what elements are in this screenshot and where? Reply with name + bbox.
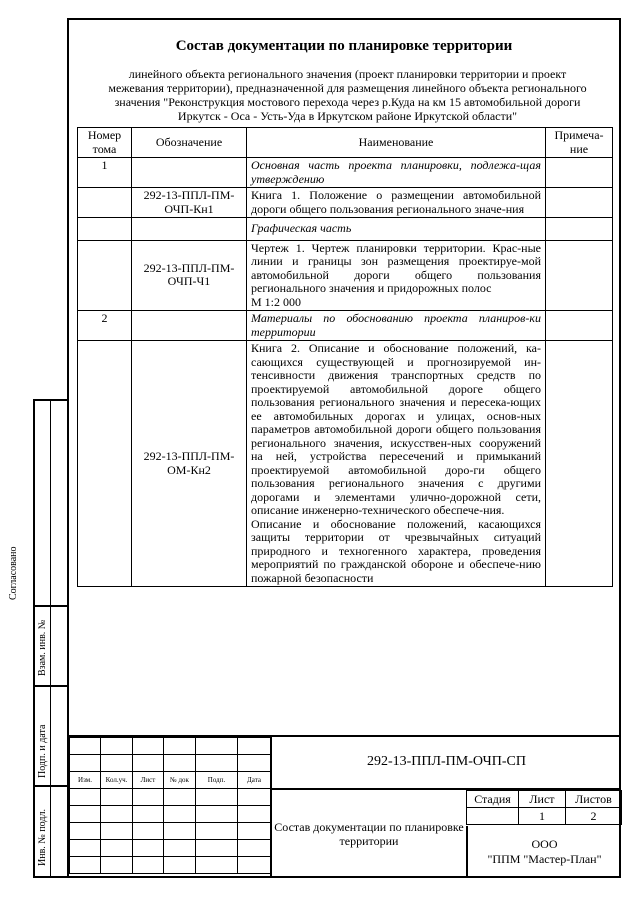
cell-volume <box>78 341 132 587</box>
cell-note <box>546 188 613 218</box>
cell-volume: 2 <box>78 311 132 341</box>
cell-designation <box>132 158 247 188</box>
stage-label: Стадия <box>467 791 519 808</box>
cell-name: Материалы по обоснованию проекта планиров-ки территории <box>247 311 546 341</box>
col-sheet: Лист <box>133 772 164 789</box>
cell-name <box>247 240 546 311</box>
table-header-row <box>78 128 613 158</box>
organization-block <box>466 826 621 878</box>
cell-note <box>546 240 613 311</box>
side-label-replace: Взам. инв. № <box>37 619 48 676</box>
cell-designation: 292-13-ППЛ-ПМ-ОЧП-Ч1 <box>132 240 247 311</box>
cell-name <box>247 341 546 587</box>
cell-name: Книга 1. Положение о размещении автомобильной дороги общего пользования регионального значе-ния <box>247 188 546 218</box>
cell-note <box>546 311 613 341</box>
revision-header-row <box>70 772 271 789</box>
cell-volume <box>78 188 132 218</box>
cell-note <box>546 218 613 241</box>
col-sign: Подп. <box>196 772 238 789</box>
header-volume: Номер тома <box>78 128 132 158</box>
cell-note <box>546 158 613 188</box>
table-row <box>78 158 613 188</box>
header-note: Примеча-ние <box>546 128 613 158</box>
col-doc: № док <box>164 772 196 789</box>
side-label-inventory: Инв. № подл. <box>37 809 48 866</box>
col-change: Изм. <box>70 772 101 789</box>
documentation-table <box>77 127 613 587</box>
org-line-1: ООО <box>531 837 558 851</box>
header-designation: Обозначение <box>132 128 247 158</box>
sheets-value: 2 <box>566 808 622 825</box>
cell-designation <box>132 311 247 341</box>
table-row <box>78 240 613 311</box>
cell-volume <box>78 218 132 241</box>
cell-name-text-2: Описание и обоснование положений, касающихся защиты территории от чрезвычайных ситуаций природного и техногенного характера, проведения мероприятий по гражданской обороне и обеспече-нию пожарной безопасности <box>251 516 541 585</box>
cell-note <box>546 341 613 587</box>
header-name: Наименование <box>247 128 546 158</box>
side-label-signdate: Подп. и дата <box>37 724 48 778</box>
sheet-description: Состав документации по планировке территории <box>270 790 466 878</box>
col-date: Дата <box>238 772 271 789</box>
cell-name: Основная часть проекта планировки, подлежа-щая утверждению <box>247 158 546 188</box>
cell-designation <box>132 218 247 241</box>
table-row <box>78 311 613 341</box>
table-row <box>78 218 613 241</box>
sheet-label: Лист <box>519 791 566 808</box>
cell-name-scale: М 1:2 000 <box>251 294 302 309</box>
cell-name-text: Чертеж 1. Чертеж планировки территории. Крас-ные линии и границы зон размещения проектируе-мой автомобильной дороги общего пользования регионального значения и придорожных полос <box>251 240 541 295</box>
org-line-2: "ППМ "Мастер-План" <box>487 852 602 866</box>
side-strip-agreed <box>33 399 69 607</box>
cell-volume: 1 <box>78 158 132 188</box>
table-row <box>78 188 613 218</box>
sheets-label: Листов <box>566 791 622 808</box>
sheet-value: 1 <box>519 808 566 825</box>
cell-name-text: Книга 2. Описание и обоснование положений, ка-сающихся существующей и прогнозируемой ин-тенсивности движения транспортных средств по проектируемой автомобильной дороге общего пользования регионального значения и пересека-ющих ее автомобильных дорогах и улицах, основ-ных параметров автомобильной дороги общего пользования регионального значения, искусствен-ных сооружений на ней, устройства пересечений и примыканий проектируемой автомобильной доро-ги общего пользования регионального значения с другими дорогами и элементами улично-дорожной сети, описание инженерно-технического обеспече-ния. <box>251 341 541 517</box>
stage-value <box>467 808 519 825</box>
col-count: Кол.уч. <box>101 772 133 789</box>
side-label-agreed: Согласовано <box>8 546 19 600</box>
cell-name: Графическая часть <box>247 218 546 241</box>
table-row <box>78 341 613 587</box>
document-title: Состав документации по планировке территории <box>175 38 513 54</box>
sheet-info-table <box>466 790 622 825</box>
cell-volume <box>78 240 132 311</box>
revision-table <box>69 737 271 874</box>
cell-designation: 292-13-ППЛ-ПМ-ОЧП-Кн1 <box>132 188 247 218</box>
cell-designation: 292-13-ППЛ-ПМ-ОМ-Кн2 <box>132 341 247 587</box>
document-code: 292-13-ППЛ-ПМ-ОЧП-СП <box>270 735 621 790</box>
document-subtitle: линейного объекта регионального значения (проект планировки территории и проект межевания территории), предназначенной для размещения линейного объекта регионального значения "Реконструкция мостового перехода через р.Куда на км 15 автомобильной дороги Иркутск - Оса - Усть-Уда в Иркутском районе Иркутской области" <box>108 67 587 123</box>
